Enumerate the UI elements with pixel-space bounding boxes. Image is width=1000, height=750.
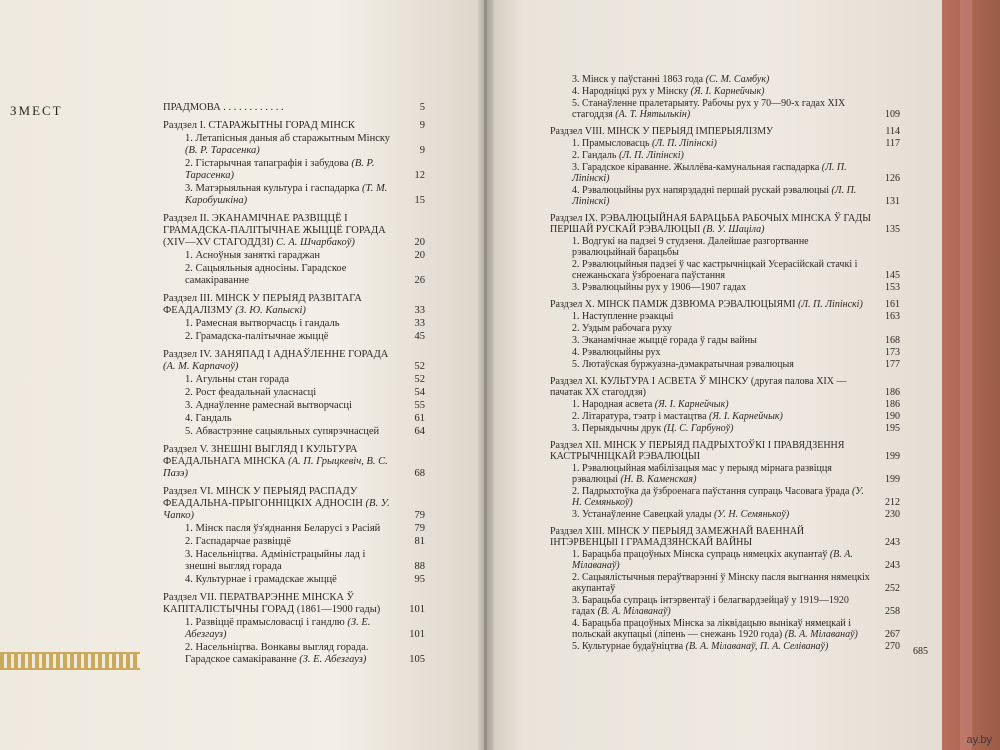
toc-entry-title: Раздзел IV. ЗАНЯПАД І АДНАЎЛЕННЕ ГОРАДА: [163, 349, 389, 360]
toc-entry-author: (З. Е. Абезгауз): [299, 654, 367, 665]
toc-entry-page: 20: [414, 250, 425, 261]
toc-entry: [550, 323, 900, 334]
toc-entry-page: 199: [885, 451, 900, 462]
toc-section: [163, 349, 425, 373]
toc-entry-author: (В. Р. Тарасенка): [185, 145, 260, 156]
toc-entry-author: С. А. Шчарбакоў): [276, 237, 355, 248]
toc-entry: [163, 536, 425, 548]
toc-entry-author: (С. М. Самбук): [705, 74, 770, 85]
toc-entry-author: (Я. І. Карнейчык): [709, 411, 783, 422]
toc-entry-author: (В. А. Мілаванаў): [784, 629, 858, 640]
toc-entry-title: 5. Культурнае будаўніцтва: [572, 641, 684, 652]
toc-entry-author: (А. П. Грыцкевіч, В. С. Пазэ): [163, 456, 388, 479]
toc-entry: [550, 259, 900, 281]
toc-entry-author: (З. Ю. Капыскі): [235, 305, 306, 316]
toc-entry-title: 3. Матэрыяльная культура і гаспадарка: [185, 183, 360, 194]
toc-entry: [550, 423, 900, 434]
toc-entry-author: (А. М. Карпачоў): [163, 361, 239, 372]
toc-section: [163, 293, 425, 317]
toc-entry-page: 126: [885, 173, 900, 184]
toc-entry-author: (В. У. Шаціла): [702, 224, 765, 235]
toc-entry-page: 79: [414, 523, 425, 534]
toc-entry-title: 1. Народная асвета: [572, 399, 653, 410]
toc-entry-title: 2. Насельніцтва. Вонкавы выгляд горада. Гарадское самакіраванне: [185, 642, 369, 665]
toc-entry-page: 153: [885, 282, 900, 293]
toc-entry: [163, 263, 425, 287]
toc-entry-page: 33: [414, 318, 425, 329]
toc-entry: [163, 374, 425, 386]
toc-entry-page: 55: [414, 400, 425, 411]
toc-entry: [550, 86, 900, 97]
toc-entry-title: 3. Мінск у паўстанні 1863 года: [572, 74, 704, 85]
toc-section: [163, 592, 425, 616]
toc-section: [550, 376, 900, 398]
toc-entry-author: (В. А. Мілаванаў, П. А. Селіванаў): [685, 641, 829, 652]
toc-section: [550, 299, 900, 310]
toc-entry-author: (У. Н. Семянькоў): [713, 509, 790, 520]
toc-entry-title: 4. Культурнае і грамадскае жыццё: [185, 574, 337, 585]
toc-entry-title: 1. Летапісныя даныя аб старажытным Мінску: [185, 133, 391, 144]
toc-entry-page: 54: [414, 387, 425, 398]
toc-entry-title: 1. Прамысловасць: [572, 138, 650, 149]
toc-entry-title: 1. Наступленне рэакцыі: [572, 311, 674, 322]
toc-entry-title: 1. Барацьба працоўных Мінска супраць нямецкіх акупантаў: [572, 549, 828, 560]
toc-entry: [163, 413, 425, 425]
toc-entry: [163, 133, 425, 157]
toc-entry-author: (У. Н. Семянькоў): [572, 486, 864, 508]
toc-entry-title: Раздзел V. ЗНЕШНІ ВЫГЛЯД І КУЛЬТУРА ФЕАДАЛЬНАГА МІНСКА: [163, 444, 358, 467]
toc-entry-title: 3. Насельніцтва. Адміністрацыйны лад і знешні выгляд горада: [185, 549, 366, 572]
toc-entry-page: 243: [885, 560, 900, 571]
toc-entry-title: Раздзел VI. МІНСК У ПЕРЫЯД РАСПАДУ ФЕАДАЛЬНА-ПРЫГОННІЦКІХ АДНОСІН: [163, 486, 363, 509]
toc-entry-title: 2. Сацыяльныя адносіны. Гарадское самакіраванне: [185, 263, 347, 286]
toc-entry-page: 230: [885, 509, 900, 520]
toc-entry: [163, 426, 425, 438]
toc-entry-page: 33: [414, 305, 425, 316]
toc-entry-title: 1. Рамесная вытворчасць і гандаль: [185, 318, 340, 329]
toc-entry-page: 88: [414, 561, 425, 572]
toc-entry-title: Раздзел II. ЭКАНАМІЧНАЕ РАЗВІЦЦЁ І ГРАМАДСКА-ПАЛІТЫЧНАЕ ЖЫЦЦЁ ГОРАДА (XIV—XV СТАГОДДЗІ): [163, 213, 386, 248]
toc-entry-title: Раздзел X. МІНСК ПАМІЖ ДЗВЮМА РЭВАЛЮЦЫЯМІ: [550, 299, 796, 310]
toc-entry-title: Раздзел VII. ПЕРАТВАРЭННЕ МІНСКА Ў КАПІТАЛІСТЫЧНЫ ГОРАД (1861—1900 гады): [163, 592, 381, 615]
toc-entry-page: 9: [419, 120, 425, 131]
toc-entry-author: (Л. П. Ліпінскі): [797, 299, 863, 310]
toc-entry: [163, 574, 425, 586]
toc-entry-page: 117: [885, 138, 900, 149]
toc-entry-page: 101: [409, 604, 425, 615]
toc-entry-page: 26: [414, 275, 425, 286]
toc-section: [550, 126, 900, 137]
toc-entry: [163, 318, 425, 330]
toc-entry-title: 2. Грамадска-палітычнае жыццё: [185, 331, 329, 342]
toc-entry-page: 190: [885, 411, 900, 422]
toc-entry: [163, 549, 425, 573]
toc-entry-author: (В. А. Мілаванаў): [597, 606, 671, 617]
toc-entry-title: 3. Барацьба супраць інтэрвентаў і белагвардзейцаў у 1919—1920 гадах: [572, 595, 849, 617]
toc-entry-author: (В. А. Мілаванаў): [572, 549, 853, 571]
toc-entry-title: 1. Развіццё прамысловасці і гандлю: [185, 617, 345, 628]
toc-entry: [550, 335, 900, 346]
toc-entry-title: 1. Мінск пасля ўз'яднання Беларусі з Расіяй: [185, 523, 381, 534]
toc-entry-page: 161: [885, 299, 900, 310]
toc-entry: [163, 158, 425, 182]
toc-entry-title: ПРАДМОВА . . . . . . . . . . . .: [163, 102, 284, 113]
left-page: [0, 0, 484, 750]
toc-entry: [550, 486, 900, 508]
contents-heading: ЗМЕСТ: [10, 103, 63, 118]
toc-entry-title: 3. Аднаўленне рамеснай вытворчасці: [185, 400, 352, 411]
toc-entry: [550, 162, 900, 184]
toc-entry-author: (В. У. Чапко): [163, 498, 390, 521]
toc-section: [550, 526, 900, 548]
toc-entry-page: 101: [409, 629, 425, 640]
toc-entry: [550, 347, 900, 358]
toc-entry-page: 267: [885, 629, 900, 640]
toc-entry: [550, 572, 900, 594]
toc-entry-title: 1. Водгукі на падзеі 9 студзеня. Далейшае разгортванне рэвалюцыйнай барацьбы: [572, 236, 809, 258]
toc-right-column: [550, 74, 900, 653]
toc-entry-title: 4. Рэвалюцыйны рух: [572, 347, 661, 358]
toc-entry: [163, 617, 425, 641]
toc-entry-author: (Я. І. Карнейчык): [690, 86, 765, 97]
toc-entry-page: 15: [414, 195, 425, 206]
toc-entry: [163, 387, 425, 399]
book-gutter: [478, 0, 494, 750]
toc-entry-page: 212: [885, 497, 900, 508]
toc-entry: [550, 595, 900, 617]
cover-edge: [960, 0, 972, 750]
toc-entry: [550, 236, 900, 258]
toc-entry-page: 177: [885, 359, 900, 370]
toc-entry-title: 2. Гістарычная тапаграфія і забудова: [185, 158, 349, 169]
toc-entry: [550, 150, 900, 161]
toc-entry-title: Раздзел XII. МІНСК У ПЕРЫЯД ПАДРЫХТОЎКІ І ПРАВЯДЗЕННЯ КАСТРЫЧНІЦКАЙ РЭВАЛЮЦЫІ: [550, 440, 845, 462]
toc-entry: [550, 463, 900, 485]
toc-entry-page: 105: [409, 654, 425, 665]
page-number: 685: [913, 646, 928, 657]
toc-entry: [550, 549, 900, 571]
toc-section: [163, 213, 425, 249]
toc-entry-page: 114: [885, 126, 900, 137]
toc-entry-page: 258: [885, 606, 900, 617]
toc-entry-title: 3. Гарадское кіраванне. Жыллёва-камунальная гаспадарка: [572, 162, 820, 173]
toc-entry-title: 4. Рэвалюцыйны рух напярэдадні першай рускай рэвалюцыі: [572, 185, 829, 196]
toc-entry-title: 5. Абвастрэнне сацыяльных супярэчнасцей: [185, 426, 380, 437]
toc-entry: [550, 618, 900, 640]
toc-entry-title: 2. Рост феадальнай уласнасці: [185, 387, 317, 398]
toc-entry-page: 12: [414, 170, 425, 181]
toc-entry-page: 199: [885, 474, 900, 485]
toc-entry-title: 3. Устанаўленне Савецкай улады: [572, 509, 712, 520]
toc-entry-page: 109: [885, 109, 900, 120]
toc-entry-author: (Ц. С. Гарбуноў): [663, 423, 734, 434]
toc-entry-title: 2. Літаратура, тэатр і мастацтва: [572, 411, 707, 422]
toc-entry: [163, 523, 425, 535]
toc-entry-author: (З. Е. Абезгауз): [185, 617, 371, 640]
toc-entry-page: 95: [414, 574, 425, 585]
toc-entry-author: (Л. П. Ліпінскі): [572, 162, 847, 184]
toc-entry-author: (Л. П. Ліпінскі): [619, 150, 684, 161]
toc-left-column: [163, 96, 425, 667]
toc-entry-page: 145: [885, 270, 900, 281]
toc-entry-title: 2. Сацыялістычныя пераўтварэнні ў Мінску пасля выгнання нямецкіх акупантаў: [572, 572, 870, 594]
toc-entry-title: 3. Эканамічнае жыццё горада ў гады вайны: [572, 335, 757, 346]
toc-entry-page: 52: [414, 361, 425, 372]
toc-entry-page: 168: [885, 335, 900, 346]
toc-entry-author: (А. Т. Нятылькін): [615, 109, 691, 120]
toc-entry: [550, 509, 900, 520]
toc-section: [163, 444, 425, 480]
toc-entry-page: 163: [885, 311, 900, 322]
toc-entry-title: 3. Перыядычны друк: [572, 423, 662, 434]
toc-entry-title: 3. Рэвалюцыйны рух у 1906—1907 гадах: [572, 282, 747, 293]
toc-entry-title: 1. Рэвалюцыйная мабілізацыя мас у перыяд мірнага развіцця рэвалюцыі: [572, 463, 832, 485]
toc-entry-page: 195: [885, 423, 900, 434]
toc-entry-author: (В. Р. Тарасенка): [185, 158, 375, 181]
toc-entry-page: 135: [885, 224, 900, 235]
toc-section: [163, 486, 425, 522]
toc-section: [163, 120, 425, 132]
toc-entry-title: 4. Барацьба працоўных Мінска за ліквідацыю вынікаў нямецкай і польскай акупацыі (ліпень — снежань 1920 года): [572, 618, 852, 640]
decorative-ornament: [0, 652, 140, 670]
toc-entry-title: Раздзел XI. КУЛЬТУРА І АСВЕТА Ў МІНСКУ (другая палова XIX — пачатак XX стагоддзя): [550, 376, 847, 398]
toc-entry-author: (Л. П. Ліпінскі): [652, 138, 717, 149]
toc-section: [550, 213, 900, 235]
toc-entry: [163, 250, 425, 262]
toc-entry-title: 2. Гандаль: [572, 150, 617, 161]
toc-entry-title: 5. Станаўленне пралетарыяту. Рабочы рух у 70—90-х гадах XIX стагоддзя: [572, 98, 846, 120]
toc-entry: [163, 183, 425, 207]
toc-entry-title: 4. Народніцкі рух у Мінску: [572, 86, 689, 97]
toc-entry-title: Раздзел III. МІНСК У ПЕРЫЯД РАЗВІТАГА ФЕАДАЛІЗМУ: [163, 293, 362, 316]
toc-entry-author: (Н. В. Каменская): [620, 474, 697, 485]
toc-entry-title: Раздзел IX. РЭВАЛЮЦЫЙНАЯ БАРАЦЬБА РАБОЧЫХ МІНСКА Ў ГАДЫ ПЕРШАЙ РУСКАЙ РЭВАЛЮЦЫІ: [550, 213, 871, 235]
toc-entry: [550, 399, 900, 410]
toc-entry: [550, 359, 900, 370]
toc-entry-page: 252: [885, 583, 900, 594]
toc-entry-author: (Я. І. Карнейчык): [654, 399, 729, 410]
toc-entry-title: 4. Гандаль: [185, 413, 232, 424]
toc-entry-title: 2. Гаспадарчае развіццё: [185, 536, 291, 547]
toc-entry: [550, 641, 900, 652]
toc-entry: [550, 185, 900, 207]
toc-entry-page: 20: [414, 237, 425, 248]
toc-entry-title: Раздзел I. СТАРАЖЫТНЫ ГОРАД МІНСК: [163, 120, 355, 131]
toc-entry-page: 68: [414, 468, 425, 479]
toc-entry: [550, 74, 900, 85]
toc-section: [163, 102, 425, 114]
toc-entry: [163, 400, 425, 412]
toc-entry-page: 45: [414, 331, 425, 342]
toc-entry-title: Раздзел XIII. МІНСК У ПЕРЫЯД ЗАМЕЖНАЙ ВАЕННАЙ ІНТЭРВЕНЦЫІ І ГРАМАДЗЯНСКАЙ ВАЙНЫ: [550, 526, 805, 548]
toc-entry-author: (Т. М. Каробушкіна): [185, 183, 388, 206]
toc-entry-page: 5: [419, 102, 425, 113]
toc-entry: [550, 98, 900, 120]
toc-entry-page: 186: [885, 387, 900, 398]
toc-entry-title: 2. Уздым рабочага руху: [572, 323, 672, 334]
toc-entry-page: 243: [885, 537, 900, 548]
toc-entry-page: 270: [885, 641, 900, 652]
watermark: ay.by: [966, 734, 992, 746]
toc-entry-page: 81: [414, 536, 425, 547]
toc-entry-page: 9: [419, 145, 425, 156]
toc-entry-page: 79: [414, 510, 425, 521]
toc-entry-author: (Л. П. Ліпінскі): [572, 185, 857, 207]
toc-entry-page: 173: [885, 347, 900, 358]
toc-entry-title: 5. Лютаўская буржуазна-дэмакратычная рэвалюцыя: [572, 359, 794, 370]
toc-entry-title: 2. Падрыхтоўка да ўзброенага паўстання супраць Часовага ўрада: [572, 486, 850, 497]
toc-entry-page: 52: [414, 374, 425, 385]
toc-entry-page: 186: [885, 399, 900, 410]
toc-entry-page: 131: [885, 196, 900, 207]
toc-entry: [550, 311, 900, 322]
toc-entry-page: 64: [414, 426, 425, 437]
toc-entry-title: 1. Асноўныя заняткі гараджан: [185, 250, 320, 261]
toc-entry: [163, 642, 425, 666]
toc-entry-title: 1. Агульны стан горада: [185, 374, 289, 385]
toc-entry-page: 61: [414, 413, 425, 424]
toc-entry: [550, 282, 900, 293]
right-page: [487, 0, 942, 750]
toc-entry-title: Раздзел VIII. МІНСК У ПЕРЫЯД ІМПЕРЫЯЛІЗМУ: [550, 126, 774, 137]
toc-entry: [550, 411, 900, 422]
toc-section: [550, 440, 900, 462]
toc-entry: [550, 138, 900, 149]
toc-entry: [163, 331, 425, 343]
toc-entry-title: 2. Рэвалюцыйныя падзеі ў час кастрычніцкай Усерасійскай стачкі і снежаньскага ўзброенага паўстання: [572, 259, 858, 281]
